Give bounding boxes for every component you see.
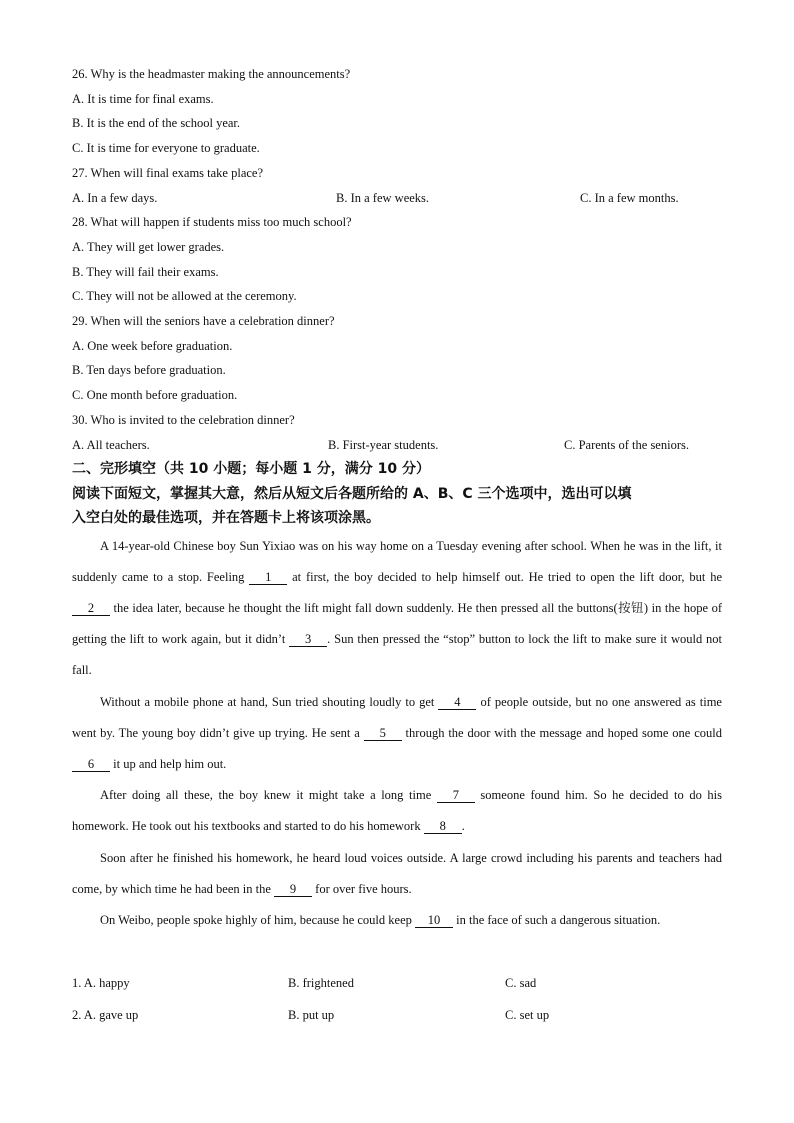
blank-10: 10 bbox=[415, 913, 453, 928]
question-30: 30. Who is invited to the celebration dinner? bbox=[72, 413, 295, 427]
blank-2: 2 bbox=[72, 601, 110, 616]
option-26-c: C. It is time for everyone to graduate. bbox=[72, 141, 260, 155]
question-27: 27. When will final exams take place? bbox=[72, 166, 264, 180]
option-27-a: A. In a few days. bbox=[72, 191, 158, 205]
option-2-b: B. put up bbox=[288, 1008, 335, 1022]
section-instruction-1: 阅读下面短文，掌握其大意，然后从短文后各题所给的 A、B、C 三个选项中，选出可以填 bbox=[72, 486, 632, 502]
option-1-b: B. frightened bbox=[288, 976, 354, 990]
option-30-c: C. Parents of the seniors. bbox=[564, 438, 689, 452]
option-30-a: A. All teachers. bbox=[72, 438, 150, 452]
option-1-a: 1. A. happy bbox=[72, 976, 130, 990]
passage-paragraph-2: Without a mobile phone at hand, Sun tried shouting loudly to get 4 of people outside, but no one answered as time went by. The young boy didn’t give up trying. He sent a 5 through the door with the message and hoped some one could 6 it up and help him out. bbox=[72, 695, 722, 771]
blank-1: 1 bbox=[249, 570, 287, 585]
blank-5: 5 bbox=[364, 726, 402, 741]
passage-paragraph-4: Soon after he finished his homework, he heard loud voices outside. A large crowd including his parents and teachers had come, by which time he had been in the 9 for over five hours. bbox=[72, 851, 722, 896]
question-29: 29. When will the seniors have a celebration dinner? bbox=[72, 314, 335, 328]
blank-6: 6 bbox=[72, 757, 110, 772]
blank-8: 8 bbox=[424, 819, 462, 834]
question-26: 26. Why is the headmaster making the announcements? bbox=[72, 67, 351, 81]
option-28-b: B. They will fail their exams. bbox=[72, 265, 219, 279]
option-27-b: B. In a few weeks. bbox=[336, 191, 430, 205]
option-2-c: C. set up bbox=[505, 1008, 550, 1022]
option-28-a: A. They will get lower grades. bbox=[72, 240, 225, 254]
passage-paragraph-5: On Weibo, people spoke highly of him, because he could keep 10 in the face of such a dangerous situation. bbox=[100, 913, 661, 927]
option-29-b: B. Ten days before graduation. bbox=[72, 363, 226, 377]
section-instruction-2: 入空白处的最佳选项，并在答题卡上将该项涂黑。 bbox=[72, 510, 380, 526]
option-29-c: C. One month before graduation. bbox=[72, 388, 238, 402]
blank-4: 4 bbox=[438, 695, 476, 710]
option-30-b: B. First-year students. bbox=[328, 438, 439, 452]
option-26-a: A. It is time for final exams. bbox=[72, 92, 214, 106]
option-29-a: A. One week before graduation. bbox=[72, 339, 233, 353]
blank-7: 7 bbox=[437, 788, 475, 803]
option-28-c: C. They will not be allowed at the ceremony. bbox=[72, 289, 297, 303]
section-title: 二、完形填空（共 10 小题；每小题 1 分，满分 10 分） bbox=[72, 461, 430, 477]
passage-paragraph-3: After doing all these, the boy knew it might take a long time 7 someone found him. So he decided to do his homework. He took out his textbooks and started to do his homework 8 . bbox=[72, 788, 722, 833]
option-1-c: C. sad bbox=[505, 976, 537, 990]
option-27-c: C. In a few months. bbox=[580, 191, 679, 205]
blank-3: 3 bbox=[289, 632, 327, 647]
question-28: 28. What will happen if students miss too much school? bbox=[72, 215, 352, 229]
passage-paragraph-1: A 14-year-old Chinese boy Sun Yixiao was on his way home on a Tuesday evening after school. When he was in the lift, it suddenly came to a stop. Feeling 1 at first, the boy decided to help himself out. He tried to open the lift door, but he 2 the idea later, because he thought the lift might fall down suddenly. He then pressed all the buttons(按钮) in the hope of getting the lift to work again, but it didn’t 3 . Sun then pressed the “stop” button to lock the lift to make sure it would not fall. bbox=[72, 539, 723, 677]
option-2-a: 2. A. gave up bbox=[72, 1008, 139, 1022]
option-26-b: B. It is the end of the school year. bbox=[72, 116, 241, 130]
blank-9: 9 bbox=[274, 882, 312, 897]
